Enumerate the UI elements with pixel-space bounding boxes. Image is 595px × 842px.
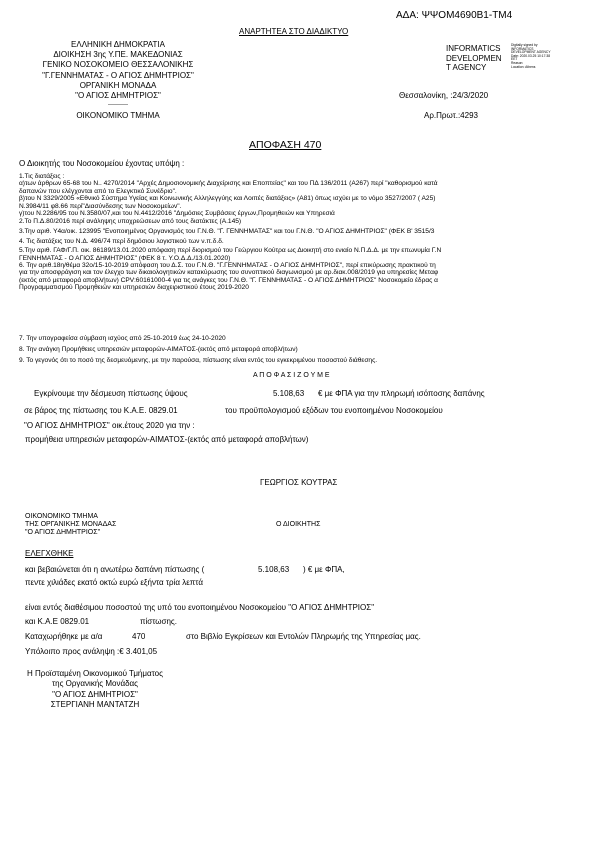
verify-text: είναι εντός διαθέσιμου ποσοστού της υπό του ενοποιημένου Νοσοκομείου "Ο ΑΓΙΟΣ ΔΗΜΗΤΡΙΟΣ"	[25, 603, 375, 612]
clause-line: Ν.3984/11 φ8.66 περί"Διασύνδεσης των Νοσοκομείων".	[19, 202, 182, 210]
head-line: της Οργανικής Μονάδας	[51, 679, 139, 689]
ada-code: ΑΔΑ: ΨΨΟΜ4690Β1-ΤΜ4	[396, 10, 513, 21]
verify-text: και Κ.Α.Ε 0829.01	[25, 617, 90, 626]
approve-text: σε βάρος της πίστωσης του Κ.Α.Ε. 0829.01	[24, 406, 178, 415]
clause-line: 9. Το γεγονός ότι το ποσό της δεσμευόμενης, με την παρούσα, πίστωσης είναι εντός του εγκεκριμένου ποσοστού διάθεσης.	[19, 357, 378, 364]
head-of-department-block	[0, 669, 190, 710]
remaining-balance: Υπόλοιπο προς ανάληψη :€ 3.401,05	[25, 647, 158, 656]
clause-line: 8. Την ανάγκη Προμήθειες υπηρεσιών μεταφορών-ΑΙΜΑΤΟΣ-(εκτός από μεταφορά αποβλήτων)	[19, 346, 298, 353]
clause-line: ΓΕΝΝΗΜΑΤΑΣ - Ο ΑΓΙΟΣ ΔΗΜΗΤΡΙΟΣ" (ΦΕΚ 8 τ. Υ.Ο.Δ.Δ./13.01.2020)	[19, 254, 231, 262]
stamp-detail-line: DEVELOPMENT AGENCY	[511, 50, 551, 55]
department-line: ΤΗΣ ΟΡΓΑΝΙΚΗΣ ΜΟΝΑΔΑΣ	[25, 521, 117, 529]
approve-text: "Ο ΑΓΙΟΣ ΔΗΜΗΤΡΙΟΣ" οικ.έτους 2020 για την :	[24, 421, 195, 430]
issuer-header	[28, 40, 208, 121]
clause-line: δαπανών που ελέγχονται από το Ελεγκτικό Συνέδριο".	[19, 187, 177, 195]
clause-line: 3.Την αριθ. Υ4α/οικ. 123995 "Ενοποιημένος Οργανισμός του Γ.Ν.Θ. "Γ. ΓΕΝΝΗΜΑΤΑΣ" και του Γ.Ν.Θ. "Ο ΑΓΙΟΣ ΔΗΜΗΤΡΙΟΣ" (ΦΕΚ Β' 3515/3	[19, 228, 435, 236]
clause-line: γ)του Ν.2286/95 του Ν.3580/07,και του Ν.4412/2016 "Δημόσιες Συμβάσεις έργων,Προμηθειών και Υπηρεσιά	[19, 210, 335, 218]
header-line: ΓΕΝΙΚΟ ΝΟΣΟΚΟΜΕΙΟ ΘΕΣΣΑΛΟΝΙΚΗΣ	[42, 60, 194, 70]
clauses-block	[19, 173, 595, 292]
stamp-detail-line: EET	[511, 57, 518, 62]
clause-line: 4. Τις διατάξεις του Ν.Δ. 496/74 περί δημόσιου λογιστικού των ν.π.δ.δ.	[19, 237, 224, 245]
clauses-block-2	[19, 333, 595, 366]
decision-title: ΑΠΟΦΑΣΗ 470	[249, 139, 322, 151]
header-line: ΔΙΟΙΚΗΣΗ 3ης Υ.ΠΕ. ΜΑΚΕΔΟΝΙΑΣ	[53, 50, 183, 60]
clause-line: 6. Την αριθ.18η/θέμα 32ο/15-10-2019 απόφαση του Δ.Σ. του Γ.Ν.Θ. "Γ.ΓΕΝΝΗΜΑΤΑΣ - Ο ΑΓΙΟΣ ΔΗΜΗΤΡΙΟΣ", περί επικύρωσης πρακτικού τη	[19, 261, 436, 269]
clause-line: 1.Τις διατάξεις :	[19, 173, 65, 180]
protocol-number: Αρ.Πρωτ.:4293	[424, 111, 478, 120]
clause-line: 7. Την υπογραφείσα σύμβαση ισχύος από 25-10-2019 έως 24-10-2020	[19, 335, 226, 342]
department-line: ΟΙΚΟΝΟΜΙΚΟ ΤΜΗΜΑ	[25, 513, 98, 520]
verify-text: ) € με ΦΠΑ,	[303, 565, 345, 574]
head-line: Η Προϊσταμένη Οικονομικού Τμήματος	[27, 669, 163, 678]
stamp-detail-line: Reason:	[511, 60, 524, 65]
header-department: ΟΙΚΟΝΟΜΙΚΟ ΤΜΗΜΑ	[76, 111, 160, 121]
verify-text: Καταχωρήθηκε με α/α	[25, 632, 103, 641]
stamp-detail-line: INFORMATICS	[511, 46, 534, 51]
head-line: "Ο ΑΓΙΟΣ ΔΗΜΗΤΡΙΟΣ"	[52, 689, 138, 699]
department-block	[25, 513, 116, 538]
stamp-org-line: INFORMATICS	[446, 44, 501, 53]
director-title: Ο ΔΙΟΙΚΗΤΗΣ	[276, 521, 321, 528]
registry-number: 470	[132, 632, 146, 641]
verify-text: και βεβαιώνεται ότι η ανωτέρω δαπάνη πίστωσης (	[25, 565, 205, 574]
head-line: ΣΤΕΡΓΙΑΝΗ ΜΑΝΤΑΤΖΗ	[50, 699, 140, 709]
clause-line: για την αποσφράγιση και τον έλεγχο των δικαιολογητικών κατακύρωσης του συνοπτικού διαγωνισμού με αρ.διακ.008/2019 για υπηρεσίες Μεταφ	[19, 269, 439, 277]
clause-line: 2.Το Π.Δ.80/2016 περί ανάληψης υποχρεώσεων από τους διατάκτες (Α.145)	[19, 217, 242, 225]
approve-text: του προϋπολογισμού εξόδων του ενοποιημένου Νοσοκομείου	[225, 406, 443, 415]
approve-text: Εγκρίνουμε την δέσμευση πίστωσης ύψους	[34, 389, 188, 398]
signer-name: ΓΕΩΡΓΙΟΣ ΚΟΥΤΡΑΣ	[260, 478, 338, 487]
header-line: "Ο ΑΓΙΟΣ ΔΗΜΗΤΡΙΟΣ"	[75, 91, 161, 101]
we-decide-heading: Α Π Ο Φ Α Σ Ι Ζ Ο Υ Μ Ε	[253, 372, 330, 379]
stamp-org-line: T AGENCY	[446, 63, 487, 72]
verify-text: πίστωσης.	[140, 617, 177, 626]
stamp-detail-line: Date: 2020.03.25 10:17:38	[511, 53, 551, 58]
header-line: ΟΡΓΑΝΙΚΗ ΜΟΝΑΔΑ	[79, 80, 157, 90]
posted-online-label: ΑΝΑΡΤΗΤΕΑ ΣΤΟ ΔΙΑΔΙΚΤΥΟ	[239, 27, 349, 36]
signature-stamp-org	[446, 44, 502, 73]
stamp-detail-line: Digitally signed by	[511, 43, 538, 47]
service-description: προμήθεια υπηρεσιών μεταφορών-ΑΙΜΑΤΟΣ-(εκτός από μεταφορά αποβλήτων)	[25, 435, 309, 444]
amount-in-words: πεντε χιλιάδες εκατό οκτώ ευρώ εξήντα τρία λεπτά	[25, 578, 203, 587]
department-line: "Ο ΑΓΙΟΣ ΔΗΜΗΤΡΙΟΣ"	[25, 529, 101, 537]
approve-text: € με ΦΠΑ για την πληρωμή ισόποσης δαπάνης	[318, 389, 485, 398]
stamp-org-line: DEVELOPMEN	[446, 53, 502, 63]
header-dashes: ----------	[108, 102, 128, 109]
clause-line: β)του Ν 3329/2005 «Εθνικό Σύστημα Υγείας και Κοινωνικής Αλληλεγγύης και Λοιπές διατάξεις» (Α81) όπως ισχύει με το νόμο 3527/2007 ( Α25)	[19, 195, 436, 203]
clause-line: Προγραμματισμού Προμηθειών και υπηρεσιών διαχειριστικού έτους 2019-2020	[19, 284, 249, 292]
header-line: "Γ.ΓΕΝΝΗΜΑΤΑΣ - Ο ΑΓΙΟΣ ΔΗΜΗΤΡΙΟΣ"	[42, 70, 194, 80]
approve-amount: 5.108,63	[273, 389, 305, 398]
clause-line: (εκτός από μεταφορά αποβλήτων) CPV:60161000-4 για τις ανάγκες του Γ.Ν.Θ. "Γ. ΓΕΝΝΗΜΑΤΑΣ - Ο ΑΓΙΟΣ ΔΗΜΗΤΡΙΟΣ" Νοσοκομείο έδρας α	[19, 276, 438, 284]
header-line: ΕΛΛΗΝΙΚΗ ΔΗΜΟΚΡΑΤΙΑ	[71, 40, 165, 49]
clause-line: 5.Την αριθ. ΓΑΦ/Γ.Π. οικ. 86189/13.01.2020 απόφαση περί διορισμού του Γεώργιου Κούτρα ως Διοικητή στο ενιαίο Ν.Π.Δ.Δ. με την επωνυμία Γ.Ν	[19, 247, 442, 255]
stamp-detail-line: Location: Athens	[511, 64, 536, 69]
signature-stamp-details	[511, 44, 551, 69]
place-date: Θεσσαλονίκη, :24/3/2020	[399, 91, 489, 100]
checked-label: ΕΛΕΓΧΘΗΚΕ	[25, 549, 74, 558]
verify-amount: 5.108,63	[258, 565, 290, 574]
intro-text: Ο Διοικητής του Νοσοκομείου έχοντας υπόψη :	[19, 159, 185, 168]
verify-text: στο Βιβλίο Εγκρίσεων και Εντολών Πληρωμής της Υπηρεσίας μας.	[186, 632, 421, 641]
clause-line: α)των άρθρων 65-68 του Ν.. 4270/2014 "Αρχές Δημοσιονομικής Διαχείρισης και Εποπτείας" και του ΠΔ 136/2011 (Α267) περί "καθορισμού κατά	[19, 180, 438, 188]
